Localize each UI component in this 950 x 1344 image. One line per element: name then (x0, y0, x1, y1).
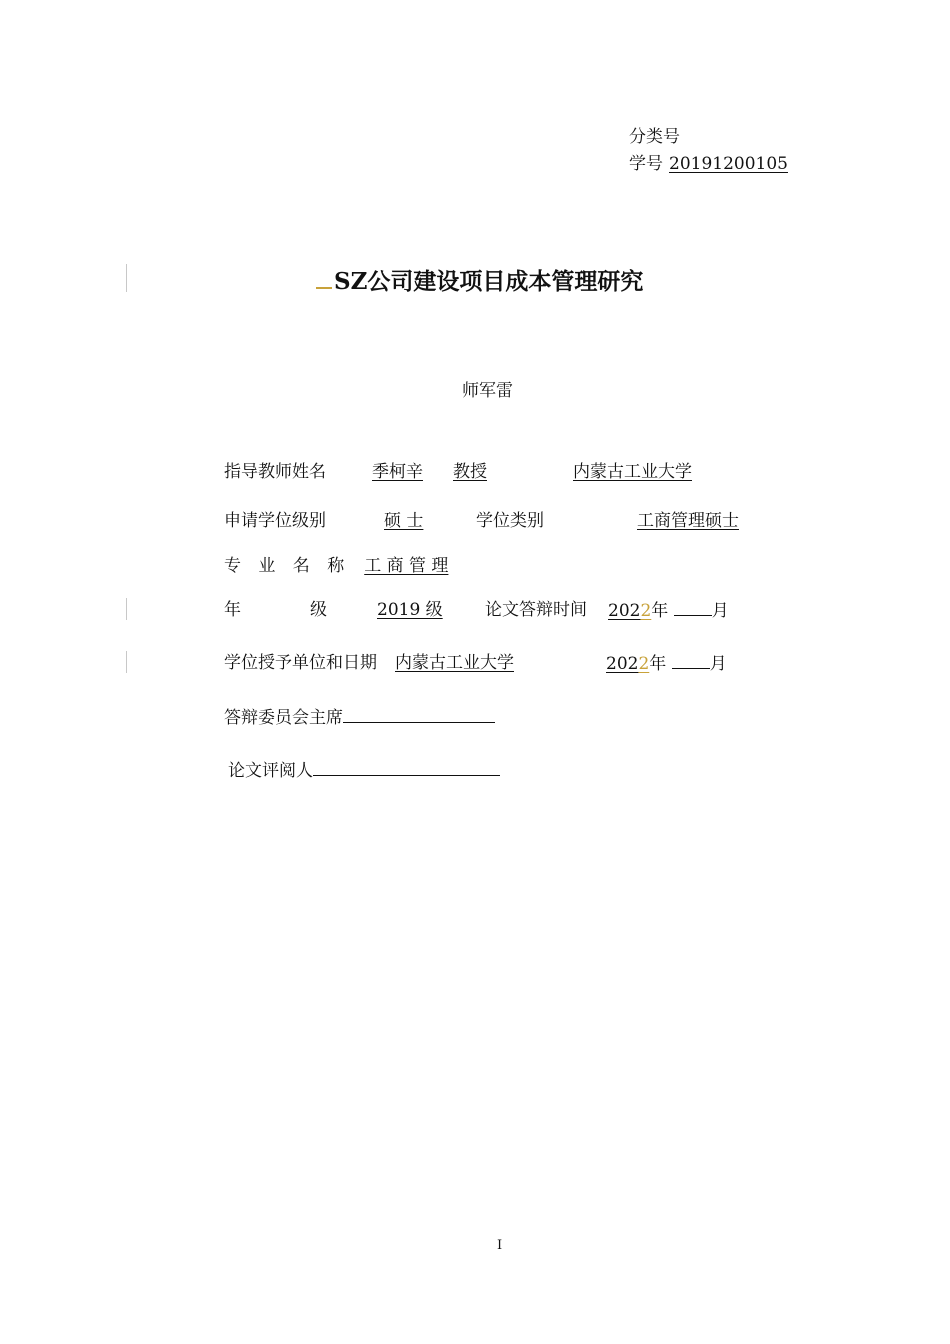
thesis-title-row (316, 265, 643, 297)
margin-mark (126, 264, 127, 292)
grant-unit: 内蒙古工业大学 (395, 653, 514, 673)
degree-type-value: 工商管理硕士 (637, 511, 739, 531)
degree-level-label: 申请学位级别 (224, 511, 326, 531)
major-label: 专 业 名 称 (224, 556, 351, 576)
grant-row (224, 652, 514, 674)
advisor-label: 指导教师姓名 (224, 462, 326, 482)
defense-date (608, 599, 729, 622)
committee-chair-row (224, 706, 495, 729)
committee-chair-blank (343, 706, 495, 723)
advisor-name: 季柯辛 (372, 462, 423, 482)
reviewer-row (228, 759, 500, 782)
student-id-row (629, 153, 788, 175)
degree-type-label: 学位类别 (476, 511, 544, 531)
classification-label: 分类号 (629, 127, 680, 147)
thesis-title: SZ公司建设项目成本管理研究 (334, 268, 644, 295)
grant-date (606, 652, 727, 675)
degree-level-value: 硕 士 (384, 511, 424, 531)
grant-label: 学位授予单位和日期 (224, 653, 377, 673)
year-char: 年 (651, 601, 669, 621)
advisor-title: 教授 (453, 462, 487, 482)
margin-mark (126, 651, 127, 673)
title-blank (316, 265, 332, 289)
page-number: I (497, 1238, 503, 1253)
grant-year-prefix: 202 (606, 654, 639, 674)
major-row (224, 555, 448, 577)
year-char: 年 (649, 654, 667, 674)
degree-level-row (224, 510, 429, 532)
grade-label-1: 年 (224, 600, 241, 620)
student-id-value: 20191200105 (669, 154, 788, 174)
defense-year-suffix: 2 (640, 601, 652, 621)
degree-level-field (326, 511, 429, 531)
advisor-row (224, 461, 692, 483)
reviewer-blank (313, 759, 500, 776)
grade-label-2: 级 (310, 600, 327, 620)
author-name: 师军雷 (462, 381, 513, 401)
committee-chair-label: 答辩委员会主席 (224, 708, 343, 728)
margin-mark (126, 598, 127, 620)
student-id-label: 学号 (629, 154, 663, 174)
advisor-school: 内蒙古工业大学 (573, 462, 692, 482)
defense-year-prefix: 202 (608, 601, 641, 621)
grant-year-suffix: 2 (638, 654, 650, 674)
defense-time-label: 论文答辩时间 (485, 600, 587, 620)
major-value: 工 商 管 理 (364, 556, 449, 576)
month-char: 月 (709, 654, 727, 674)
defense-month-blank (674, 599, 712, 616)
grade-value: 2019 级 (377, 600, 443, 620)
month-char: 月 (711, 601, 729, 621)
advisor-field (326, 462, 692, 482)
reviewer-label: 论文评阅人 (228, 761, 313, 781)
grant-month-blank (672, 652, 710, 669)
